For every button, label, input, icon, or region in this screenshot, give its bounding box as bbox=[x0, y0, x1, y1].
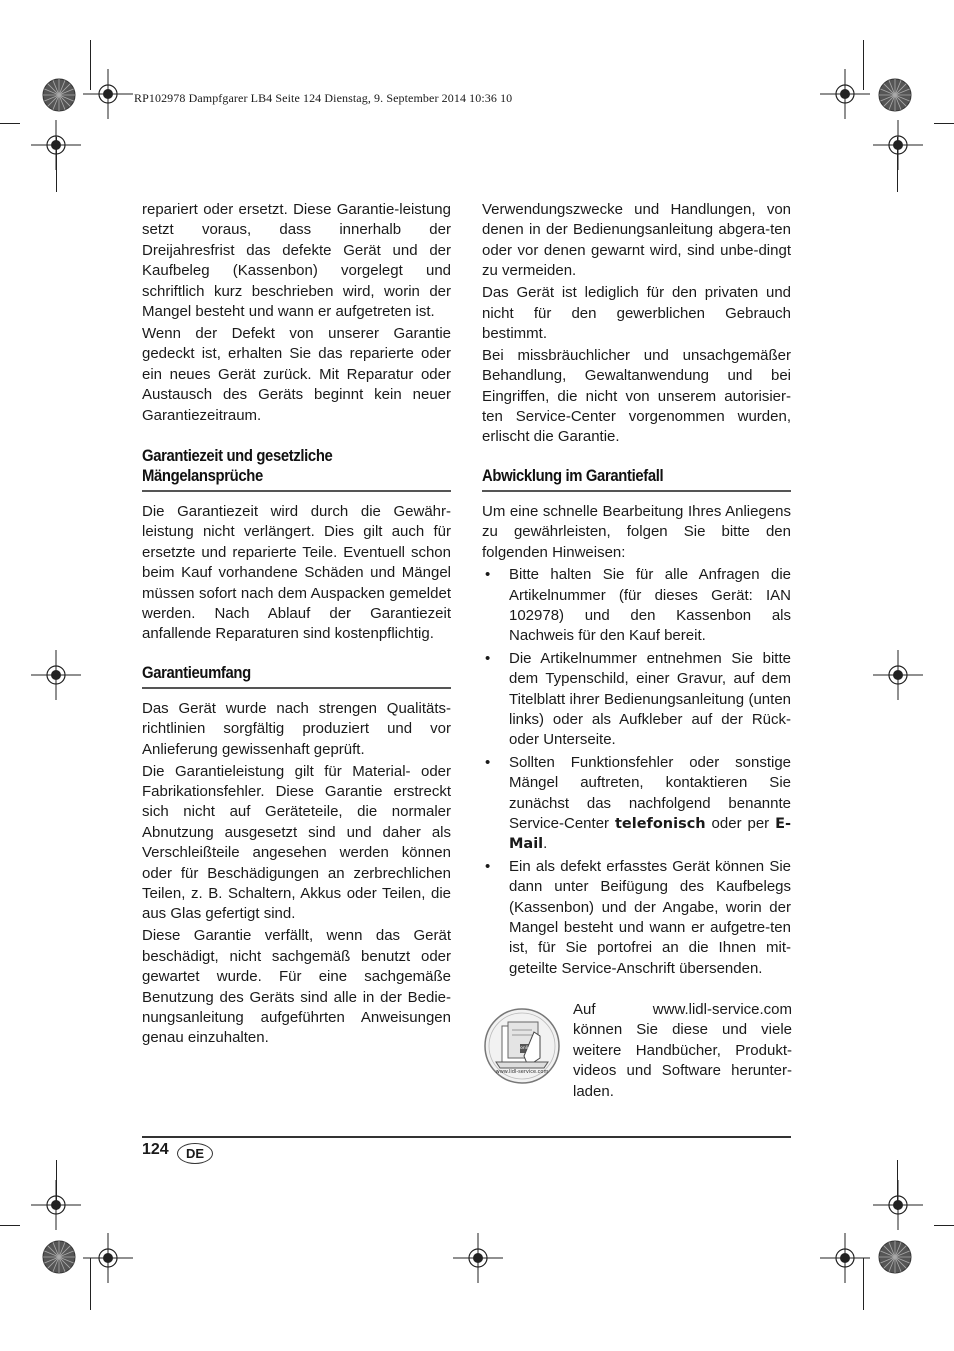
registration-crosshair-icon bbox=[78, 1228, 138, 1288]
paragraph: Das Gerät ist lediglich für den privaten und nicht für den gewerblichen Gebrauch bestimmt. bbox=[482, 284, 791, 342]
list-item: • Bitte halten Sie für alle Anfragen die Artikelnummer (für dieses Gerät: IAN 102978) und den Kassenbon als Nachweis für den Kauf bereit. bbox=[482, 565, 791, 647]
paragraph: Bei missbräuchlicher und unsachgemäßer Behandlung, Gewaltanwendung und bei Eingriffen, die nicht von unserem autorisier-ten Service-Center vorgenommen wurden, erlischt die Garantie. bbox=[482, 346, 791, 446]
section-heading: Garantiezeit und gesetzliche Mängelansprüche bbox=[142, 446, 333, 485]
crop-mark bbox=[0, 1225, 20, 1226]
section-heading-block bbox=[142, 446, 451, 492]
lidl-service-text: Auf www.lidl-service.com können Sie diese und viele weitere Handbücher, Produkt-videos und Software herunter-laden. bbox=[573, 1001, 792, 1100]
registration-crosshair-icon bbox=[868, 115, 928, 175]
paragraph: repariert oder ersetzt. Diese Garantie-leistung setzt voraus, dass innerhalb der Dreijahresfrist das defekte Gerät und der Kaufbeleg (Kassenbon) vorgelegt und schriftlich kurz beschrieben wird, worin der Mangel besteht und wann er aufgetreten ist. bbox=[142, 201, 451, 321]
registration-crosshair-icon bbox=[815, 64, 875, 124]
color-registration-disc-icon bbox=[878, 78, 912, 112]
registration-crosshair-icon bbox=[448, 1228, 508, 1288]
phone-emphasis: telefonisch bbox=[614, 815, 706, 832]
registration-crosshair-icon bbox=[868, 1175, 928, 1235]
registration-crosshair-icon bbox=[26, 115, 86, 175]
list-item-text: . bbox=[543, 835, 548, 853]
lidl-service-online-icon bbox=[482, 1006, 562, 1086]
section-heading: Garantieumfang bbox=[142, 663, 251, 682]
color-registration-disc-icon bbox=[878, 1240, 912, 1274]
left-column bbox=[142, 200, 451, 1050]
paragraph: Wenn der Defekt von unserer Garantie gedeckt ist, erhalten Sie das reparierte oder ein neues Gerät zurück. Mit Reparatur oder Austausch des Geräts beginnt kein neuer Garantiezeitraum. bbox=[142, 324, 451, 424]
color-registration-disc-icon bbox=[42, 1240, 76, 1274]
registration-crosshair-icon bbox=[26, 1175, 86, 1235]
section-heading-block bbox=[482, 466, 791, 492]
paragraph: Verwendungszwecke und Handlungen, von denen in der Bedienungsanleitung abgera-ten oder vor denen gewarnt wird, sind unbe-dingt zu vermeiden. bbox=[482, 201, 791, 280]
crop-mark bbox=[0, 123, 20, 124]
registration-crosshair-icon bbox=[868, 645, 928, 705]
lidl-icon-url: www.lidl-service.com bbox=[495, 1069, 549, 1075]
crop-mark bbox=[934, 1225, 954, 1226]
paragraph: Die Garantieleistung gilt für Material- oder Fabrikationsfehler. Diese Garantie erstreckt sich nicht auf Geräteteile, die normaler Abnutzung ausgesetzt sind und daher als Verschleißteile angesehen werden können oder für Beschädigungen an zerbrechlichen Teilen, z. B. Schaltern, Akkus oder Teilen, die aus Glas gefertigt sind. bbox=[142, 762, 451, 923]
crop-mark bbox=[934, 123, 954, 124]
page-number: 124 bbox=[142, 1141, 169, 1158]
list-item-text: oder per bbox=[705, 814, 776, 832]
registration-crosshair-icon bbox=[26, 645, 86, 705]
language-badge: DE bbox=[177, 1143, 213, 1164]
section-heading-block bbox=[142, 663, 451, 689]
lidl-icon-badge: online bbox=[520, 1046, 534, 1051]
bullet-list bbox=[482, 565, 791, 979]
list-item bbox=[482, 753, 791, 855]
paragraph: Das Gerät wurde nach strengen Qualitäts-richtlinien sorgfältig produziert und vor Anlieferung gewissenhaft geprüft. bbox=[142, 699, 451, 758]
registration-crosshair-icon bbox=[815, 1228, 875, 1288]
list-item: • Die Artikelnummer entnehmen Sie bitte dem Typenschild, einer Gravur, auf dem Titelblatt ihrer Bedienungsanleitung (unten links) oder als Aufkleber auf der Rück- oder Unterseite. bbox=[482, 649, 791, 751]
paragraph: Diese Garantie verfällt, wenn das Gerät beschädigt, nicht sachgemäß benutzt oder gewartet wurde. Für eine sachgemäße Benutzung des Geräts sind alle in der Bedie-nungsanleitung aufgeführten Anweisungen genau einzuhalten. bbox=[142, 927, 451, 1047]
print-slug: RP102978 Dampfgarer LB4 Seite 124 Dienstag, 9. September 2014 10:36 10 bbox=[134, 91, 513, 105]
section-heading: Abwicklung im Garantiefall bbox=[482, 466, 664, 485]
right-column bbox=[482, 200, 791, 981]
email-emphasis: E-Mail bbox=[509, 815, 791, 853]
color-registration-disc-icon bbox=[42, 78, 76, 112]
registration-crosshair-icon bbox=[78, 64, 138, 124]
footer-divider bbox=[142, 1136, 791, 1138]
paragraph: Um eine schnelle Bearbeitung Ihres Anliegens zu gewährleisten, folgen Sie bitte den folgenden Hinweisen: bbox=[482, 502, 791, 561]
list-item-text: Sollten Funktionsfehler oder sonstige Mängel auftreten, kontaktieren Sie zunächst das nachfolgend benannte Service-Center bbox=[509, 753, 791, 832]
paragraph: Die Garantiezeit wird durch die Gewähr-leistung nicht verlängert. Dies gilt auch für ersetzte und reparierte Teile. Eventuell schon beim Kauf vorhandene Schäden und Mängel müssen sofort nach dem Auspacken gemeldet werden. Nach Ablauf der Garantiezeit anfallende Reparaturen sind kostenpflichtig. bbox=[142, 502, 451, 643]
list-item: • Ein als defekt erfasstes Gerät können Sie dann unter Beifügung des Kaufbelegs (Kassenbon) und der Angabe, worin der Mangel besteht und wann er aufgetre-ten ist, für Sie portofrei an die Ihnen mit-geteilte Service-Anschrift übersenden. bbox=[482, 857, 791, 979]
